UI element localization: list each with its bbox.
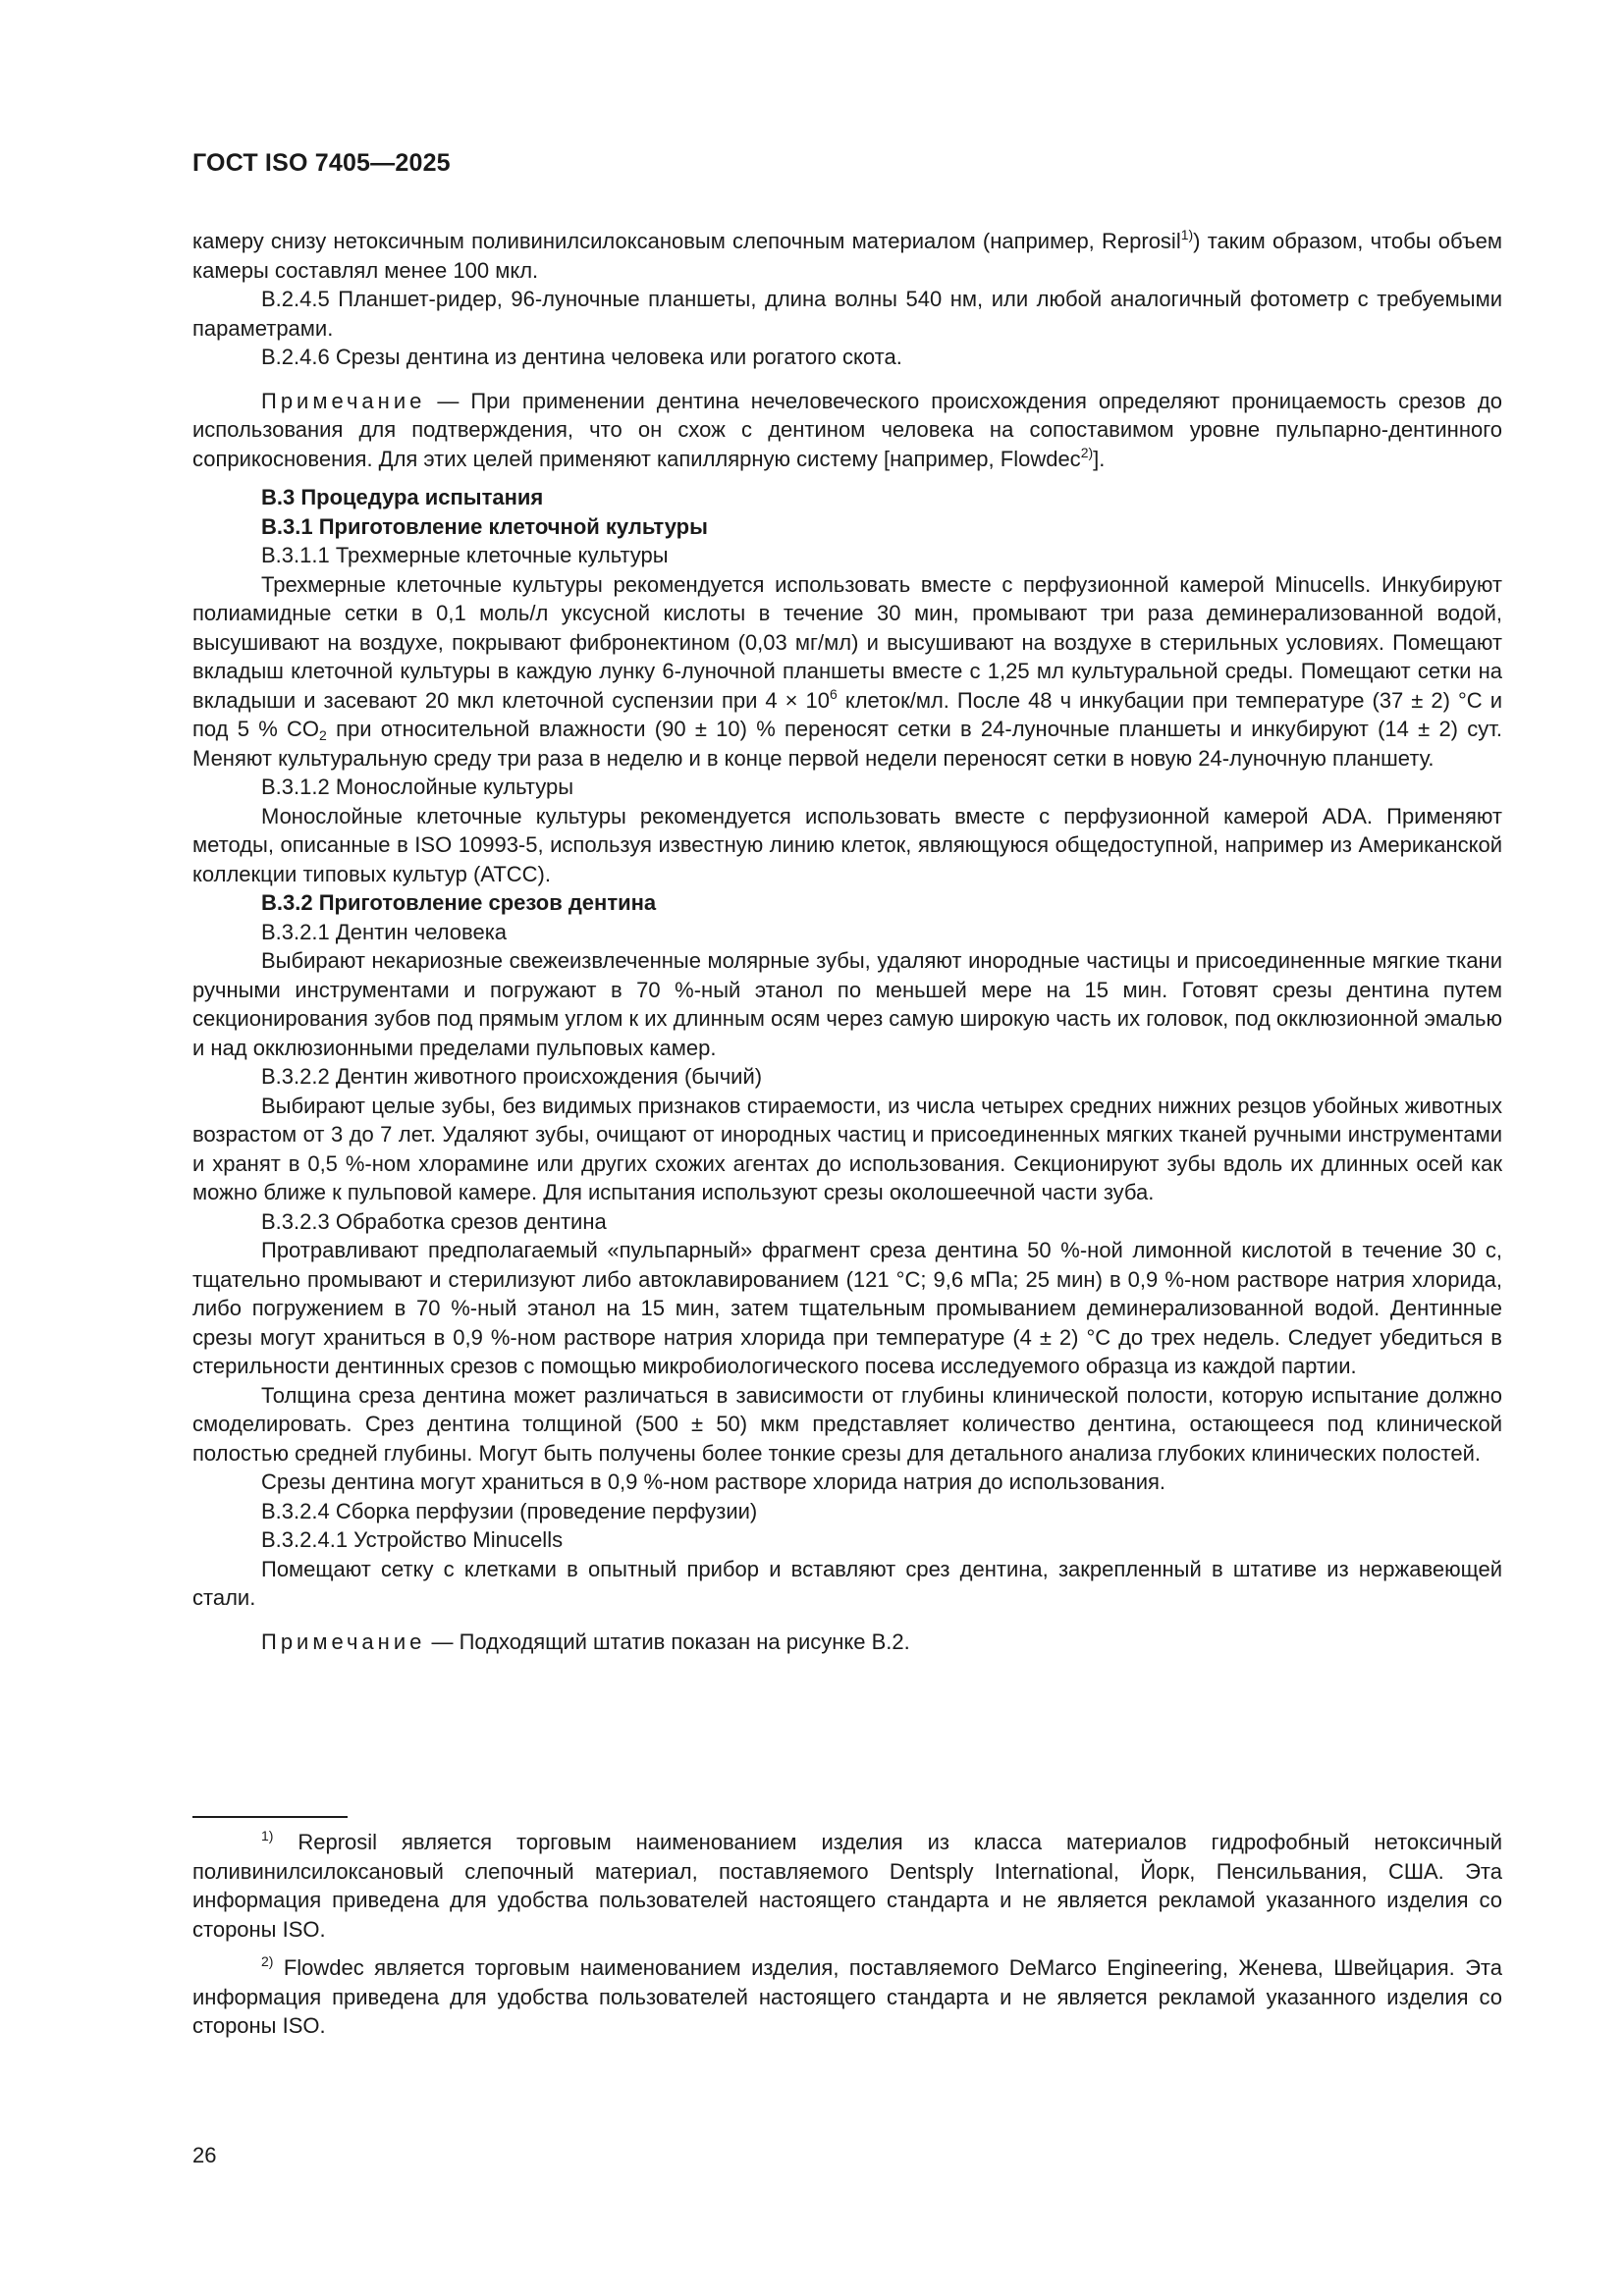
paragraph-b3241: Помещают сетку с клетками в опытный прибор и вставляют срез дентина, закрепленный в штативе из нержавеющей стали.	[192, 1556, 1502, 1610]
note-label: Примечание	[261, 1629, 426, 1654]
document-body	[192, 227, 1502, 1656]
footnote-mark: 2)	[261, 1953, 274, 1969]
footnote-2: $^{2)}$ Flowdec является торговым наименованием изделия, поставляемого DeMarco Engineering, Женева, Швейцария. Эта информация приведена для удобства пользователей настоящего стандарта и не является рекламой указанного изделия со стороны ISO.	[192, 1953, 1502, 2038]
footnote-1: $^{1)}$ Reprosil является торговым наименованием изделия из класса материалов гидрофобный нетоксичный поливинилсилоксановый слепочный материал, поставляемого Dentsply International, Йорк, Пенсильвания, США. Эта информация приведена для удобства пользователей настоящего стандарта и не является рекламой указанного изделия со стороны ISO.	[192, 1828, 1502, 1942]
subheading-b311: B.3.1.1 Трехмерные клеточные культуры	[261, 543, 669, 567]
paragraph-b322: Выбирают целые зубы, без видимых признаков стираемости, из числа четырех средних нижних резцов убойных животных возрастом от 3 до 7 лет. Удаляют зубы, очищают от инородных частиц и присоединенных мягких тканей ручными инструментами и хранят в 0,5 %-ном хлорамине или других схожих агентах до использования. Секционируют зубы вдоль их длинных осей как можно ближе к пульповой камере. Для испытания используют срезы околошеечной части зуба.	[192, 1093, 1502, 1204]
paragraph-b312: Монослойные клеточные культуры рекомендуется использовать вместе с перфузионной камерой ADA. Применяют методы, описанные в ISO 10993-5, используя известную линию клеток, являющуюся общедоступной, например из Американской коллекции типовых культур (ATCC).	[192, 803, 1502, 886]
heading-b3: B.3 Процедура испытания	[261, 485, 544, 509]
subheading-b3241: B.3.2.4.1 Устройство Minucells	[261, 1527, 564, 1552]
page-number: 26	[192, 2143, 217, 2167]
note-dentin: Примечание — При применении дентина нечеловеческого происхождения определяют проницаемость срезов до использования для подтверждения, что он схож с дентином человека на сопоставимом уровне пульпарно-дентинного соприкосновения. Для этих целей применяют капиллярную систему [например, Flowdec$^{2)}$].	[192, 388, 1502, 471]
subheading-b312: B.3.1.2 Монослойные культуры	[261, 774, 574, 799]
subheading-b322: B.3.2.2 Дентин животного происхождения (бычий)	[261, 1064, 763, 1089]
paragraph-b323b: Толщина среза дентина может различаться в зависимости от глубины клинической полости, которую испытание должно смоделировать. Срез дентина толщиной (500 ± 50) мкм представляет количество дентина, остающееся под клинической полостью средней глубины. Могут быть получены более тонкие срезы для детального анализа глубоких клинических полостей.	[192, 1382, 1502, 1466]
paragraph-b311: Трехмерные клеточные культуры рекомендуется использовать вместе с перфузионной камерой Minucells. Инкубируют полиамидные сетки в 0,1 моль/л уксусной кислоты в течение 30 мин, промывают три раза деминерализованной водой, высушивают на воздухе, покрывают фибронектином (0,03 мг/мл) и высушивают на воздухе в стерильных условиях. Помещают вкладыш клеточной культуры в каждую лунку 6-луночной планшеты вместе с 1,25 мл культуральной среды. Помещают сетки на вкладыши и засевают 20 мкл клеточной суспензии при $4 \times 10^6$ клеток/мл. После 48 ч инкубации при температуре (37 ± 2) °С и под 5 % $CO_2$ при относительной влажности (90 ± 10) % переносят сетки в 24-луночные планшеты и инкубируют (14 ± 2) сут. Меняют культуральную среду три раза в неделю и в конце первой недели переносят сетки в новую 24-луночную планшету.	[192, 571, 1502, 771]
subheading-b323: B.3.2.3 Обработка срезов дентина	[261, 1208, 607, 1234]
paragraph-b323c: Срезы дентина могут храниться в 0,9 %-ном растворе хлорида натрия до использования.	[261, 1469, 1166, 1494]
footnote-ref-1[interactable]: 1)	[1180, 227, 1194, 242]
note-label: Примечание	[261, 388, 426, 413]
document-header: ГОСТ ISO 7405—2025	[192, 149, 451, 177]
paragraph-b321: Выбирают некариозные свежеизвлеченные молярные зубы, удаляют инородные частицы и присоединенные мягкие ткани ручными инструментами и погружают в 70 %-ный этанол по меньшей мере на 15 мин. Готовят срезы дентина путем секционирования зубов под прямым углом к их длинным осям через самую широкую часть их головок, под окклюзионной эмалью и над окклюзионными пределами пульповых камер.	[192, 948, 1502, 1060]
footnote-mark: 1)	[261, 1828, 274, 1843]
footnotes	[192, 1828, 1502, 2041]
subheading-b324: B.3.2.4 Сборка перфузии (проведение перфузии)	[261, 1498, 758, 1523]
paragraph-b246: B.2.4.6 Срезы дентина из дентина человека или рогатого скота.	[261, 345, 902, 369]
footnote-divider	[192, 1816, 348, 1818]
paragraph-b245: B.2.4.5 Планшет-ридер, 96-луночные планшеты, длина волны 540 нм, или любой аналогичный фотометр с требуемыми параметрами.	[192, 287, 1502, 341]
subheading-b321: B.3.2.1 Дентин человека	[261, 919, 508, 944]
note-stand: Примечание — Подходящий штатив показан на рисунке B.2.	[261, 1629, 910, 1654]
paragraph-chamber: камеру снизу нетоксичным поливинилсилоксановым слепочным материалом (например, Reprosil$^{1)}$) таким образом, чтобы объем камеры составлял менее 100 мкл.	[192, 227, 1502, 283]
paragraph-b323a: Протравливают предполагаемый «пульпарный» фрагмент среза дентина 50 %-ной лимонной кислотой в течение 30 с, тщательно промывают и стерилизуют либо автоклавированием (121 °С; 9,6 мПа; 25 мин) в 0,9 %-ном растворе натрия хлорида, либо погружением в 70 %-ный этанол на 15 мин, затем тщательным промыванием деминерализованной водой. Дентинные срезы могут храниться в 0,9 %-ном растворе натрия хлорида при температуре (4 ± 2) °С до трех недель. Следует убедиться в стерильности дентинных срезов с помощью микробиологического посева исследуемого образца из каждой партии.	[192, 1238, 1502, 1378]
heading-b32: B.3.2 Приготовление срезов дентина	[261, 890, 657, 915]
footnote-ref-2[interactable]: 2)	[1080, 444, 1094, 460]
heading-b31: B.3.1 Приготовление клеточной культуры	[261, 513, 708, 539]
